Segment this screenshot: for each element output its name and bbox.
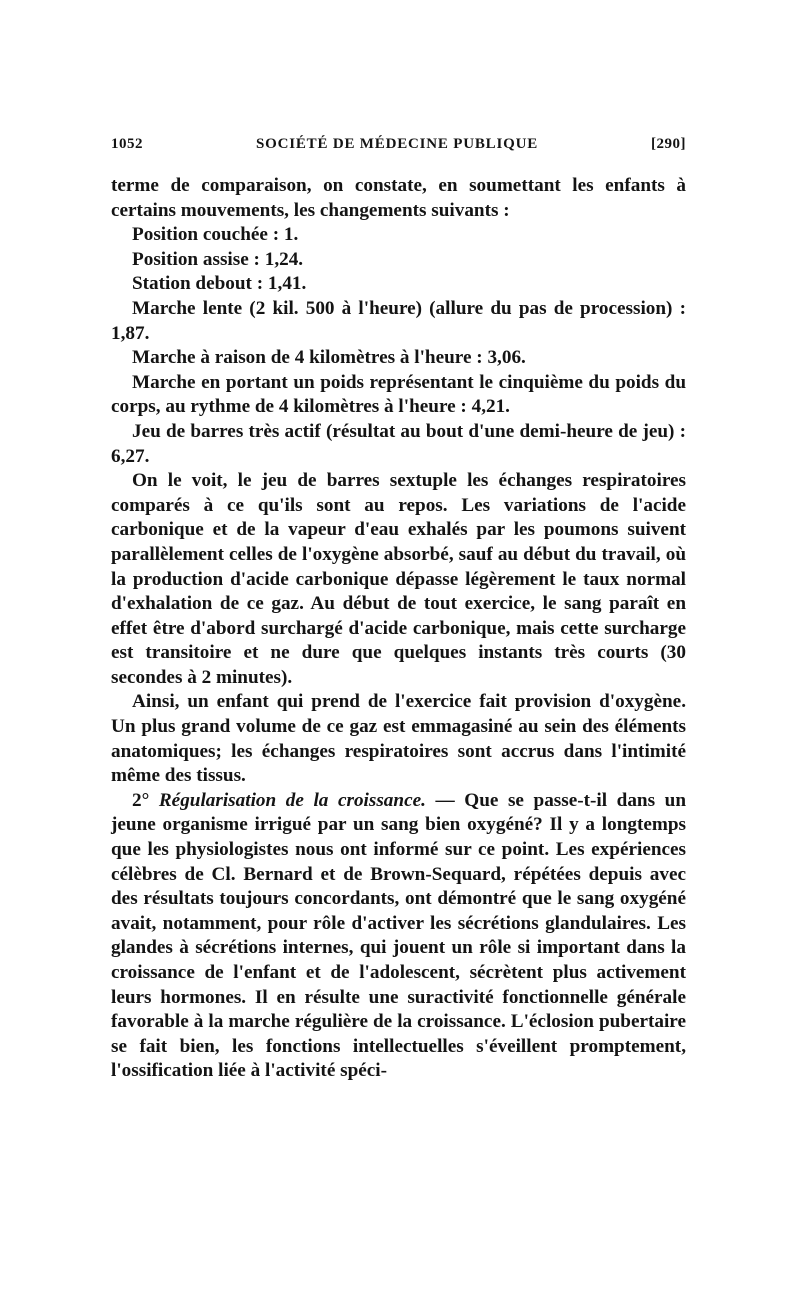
list-item-marche-lente: Marche lente (2 kil. 500 à l'heure) (allure du pas de procession) : 1,87.: [111, 297, 686, 344]
running-header: [111, 136, 686, 166]
list-item-position-couchee: Position couchée : 1.: [132, 224, 299, 246]
list-item-marche-poids: Marche en portant un poids représentant le cinquième du poids du corps, au rythme de 4 kilomètres à l'heure : 4,21.: [111, 371, 686, 418]
bracket-page-number: [290]: [650, 136, 686, 152]
body-text: [111, 174, 686, 1084]
section-number: 2°: [132, 789, 150, 811]
running-title: SOCIÉTÉ DE MÉDECINE PUBLIQUE: [255, 136, 539, 152]
list-item-station-debout: Station debout : 1,41.: [132, 273, 307, 295]
list-item-jeu-de-barres: Jeu de barres très actif (résultat au bout d'une demi-heure de jeu) : 6,27.: [111, 420, 686, 467]
section-heading: Régularisation de la croissance.: [158, 789, 426, 811]
section-text: — Que se passe-t-il dans un jeune organisme irrigué par un sang bien oxygéné? Il y a longtemps que les physiologistes nous ont informé sur ce point. Les expériences célèbres de Cl. Bernard et de Brown-Sequard, répétées depuis avec des résultats toujours concordants, ont démontré que le sang oxygéné avait, notamment, pour rôle d'activer les sécrétions glandulaires. Les glandes à sécrétions internes, qui jouent un rôle si important dans la croissance de l'enfant et de l'adolescent, sécrètent plus activement leurs hormones. Il en résulte une suractivité fonctionnelle générale favorable à la marche régulière de la croissance. L'éclosion pubertaire se fait bien, les fonctions intellectuelles s'éveillent promptement, l'ossification liée à l'activité spéci-: [111, 789, 687, 1082]
list-item-marche-4km: Marche à raison de 4 kilomètres à l'heure : 3,06.: [132, 347, 526, 369]
paragraph-on-le-voit: On le voit, le jeu de barres sextuple les échanges respiratoires comparés à ce qu'ils sont au repos. Les variations de l'acide carbonique et de la vapeur d'eau exhalés par les poumons suivent parallèlement celles de l'oxygène absorbé, sauf au début du travail, où la production d'acide carbonique dépasse légèrement le taux normal d'exhalation de ce gaz. Au début de tout exercice, le sang paraît en effet être d'abord surchargé d'acide carbonique, mais cette surcharge est transitoire et ne dure que quelques instants très courts (30 secondes à 2 minutes).: [111, 470, 686, 688]
page: [111, 136, 686, 1084]
paragraph-ainsi: Ainsi, un enfant qui prend de l'exercice fait provision d'oxygène. Un plus grand volume de ce gaz est emmagasiné au sein des éléments anatomiques; les échanges respiratoires sont accrus dans l'intimité même des tissus.: [111, 691, 686, 787]
page-number: 1052: [111, 136, 143, 152]
paragraph-intro: terme de comparaison, on constate, en soumettant les enfants à certains mouvements, les changements suivants :: [111, 175, 686, 221]
list-item-position-assise: Position assise : 1,24.: [132, 248, 304, 270]
paragraph-regularisation: [111, 789, 686, 1084]
